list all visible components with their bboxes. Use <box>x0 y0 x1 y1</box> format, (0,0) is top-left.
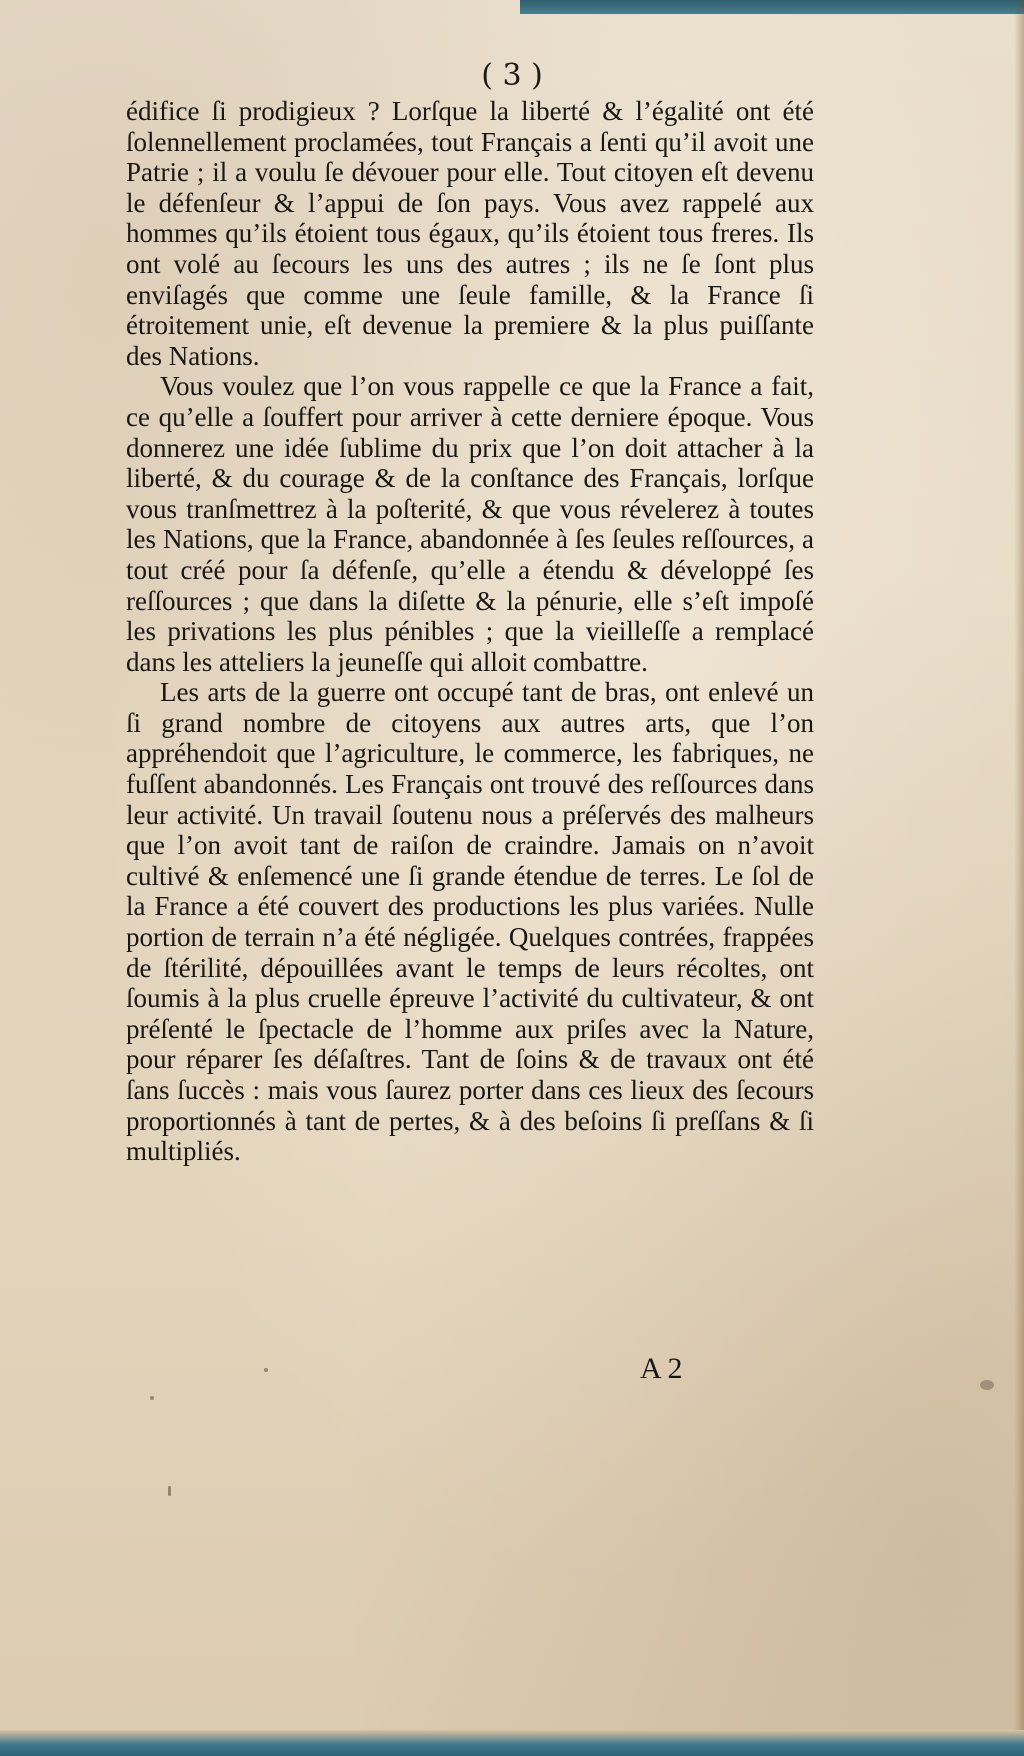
stain-spot <box>980 1380 994 1390</box>
paragraph-2: Vous voulez que l’on vous rappelle ce que la France a fait, ce qu’elle a ſouffert pour arriver à cette derniere époque. Vous donnerez une idée ſublime du prix que l’on doit attacher à la liberté, & du courage & de la conſtance des Français, lorſque vous tranſmettrez à la poſterité, & que vous révelerez à toutes les Nations, que la France, abandonnée à ſes ſeules reſſources, a tout créé pour ſa défenſe, qu’elle a étendu & développé ſes reſſources ; que dans la diſette & la pénurie, elle s’eſt impoſé les privations les plus pénibles ; que la vieilleſſe a remplacé dans les atteliers la jeuneſſe qui alloit combattre. <box>126 371 814 677</box>
right-edge-shadow <box>1014 0 1024 1756</box>
page-number: ( 3 ) <box>481 58 543 93</box>
paragraph-1: édifice ſi prodigieux ? Lorſque la liberté & l’égalité ont été ſolennellement proclamées, tout Français a ſenti qu’il avoit une Patrie ; il a voulu ſe dévouer pour elle. Tout citoyen eſt devenu le défenſeur & l’appui de ſon pays. Vous avez rappelé aux hommes qu’ils étoient tous égaux, qu’ils étoient tous freres. Ils ont volé au ſecours les uns des autres ; ils ne ſe ſont plus enviſagés que comme une ſeule famille, & la France ſi étroitement unie, eſt devenue la premiere & la plus puiſſante des Nations. <box>126 96 814 371</box>
bottom-edge-binding <box>0 1730 1024 1756</box>
paragraph-3: Les arts de la guerre ont occupé tant de bras, ont enlevé un ſi grand nombre de citoyens aux autres arts, que l’on appréhendoit que l’agriculture, le commerce, les fabriques, ne fuſſent abandonnés. Les Français ont trouvé des reſſources dans leur activité. Un travail ſoutenu nous a préſervés des malheurs que l’on avoit tant de raiſon de craindre. Jamais on n’avoit cultivé & enſemencé une ſi grande étendue de terres. Le ſol de la France a été couvert des productions les plus variées. Nulle portion de terrain n’a été négligée. Quelques contrées, frappées de ſtérilité, dépouillées avant le temps de leurs récoltes, ont ſoumis à la plus cruelle épreuve l’activité du cultivateur, & ont préſenté le ſpectacle de l’homme aux priſes avec la Nature, pour réparer ſes déſaſtres. Tant de ſoins & de travaux ont été ſans ſuccès : mais vous ſaurez porter dans ces lieux des ſecours proportionnés à tant de pertes, & à des beſoins ſi preſſans & ſi multipliés. <box>126 677 814 1167</box>
top-edge-binding <box>520 0 1024 14</box>
ink-speck <box>150 1396 154 1400</box>
body-text <box>126 96 814 1167</box>
signature-mark: A 2 <box>640 1352 683 1385</box>
ink-speck <box>168 1486 171 1496</box>
ink-speck <box>264 1368 268 1372</box>
